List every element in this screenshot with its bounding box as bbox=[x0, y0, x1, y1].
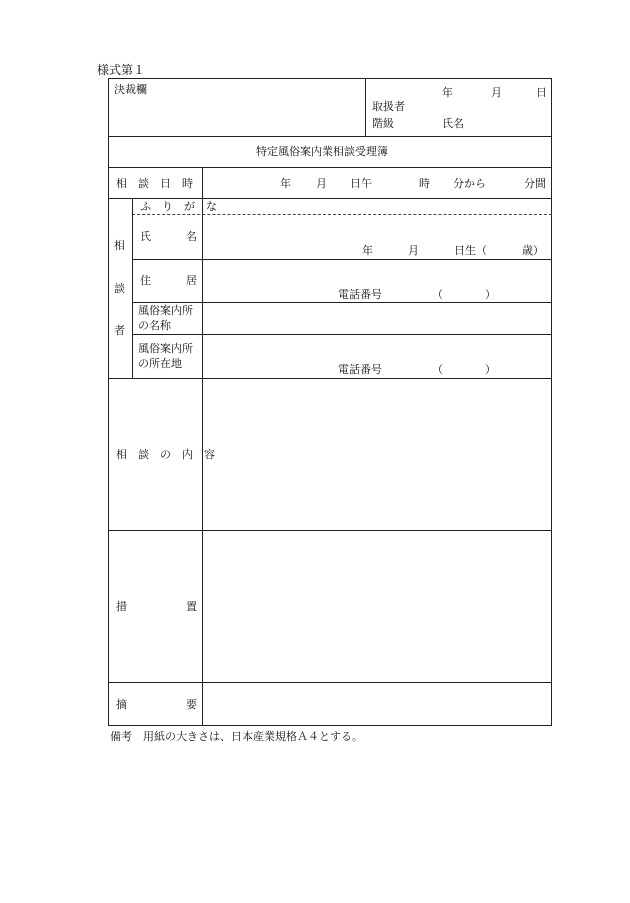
line-address-bottom bbox=[132, 302, 552, 303]
form-table bbox=[108, 78, 552, 726]
approval-label: 決裁欄 bbox=[114, 83, 147, 96]
consultant-label-1: 相 bbox=[114, 239, 125, 252]
line-approval-divider bbox=[365, 78, 366, 136]
date-month: 月 bbox=[316, 177, 327, 190]
date-year: 年 bbox=[280, 177, 291, 190]
line-consultant-column bbox=[132, 198, 133, 378]
line-title-bottom bbox=[108, 167, 552, 168]
rank-label: 階級 bbox=[372, 117, 394, 130]
date-hour: 時 bbox=[419, 177, 430, 190]
age: 歳） bbox=[522, 244, 544, 257]
line-approval-bottom bbox=[108, 136, 552, 137]
phone-paren-open: （ bbox=[432, 288, 443, 301]
phone-label: 電話番号 bbox=[338, 288, 382, 301]
birth-month: 月 bbox=[408, 244, 419, 257]
date-duration: 分間 bbox=[524, 177, 546, 190]
line-office-name-bottom bbox=[132, 334, 552, 335]
name-label-1: 氏 bbox=[140, 230, 151, 243]
office-phone-paren-close: ） bbox=[485, 363, 496, 376]
office-name-label-2: の名称 bbox=[138, 319, 171, 332]
date-from: 分から bbox=[453, 177, 486, 190]
birth-year: 年 bbox=[362, 244, 373, 257]
consult-date-label: 相 談 日 時 bbox=[116, 177, 193, 190]
handler-label: 取扱者 bbox=[372, 100, 405, 113]
summary-label-2: 要 bbox=[186, 698, 197, 711]
office-location-label-1: 風俗案内所 bbox=[138, 342, 193, 355]
line-furigana-bottom bbox=[132, 214, 552, 215]
line-name-bottom bbox=[132, 259, 552, 260]
name-label: 氏名 bbox=[442, 117, 464, 130]
date-day-am: 日午 bbox=[350, 177, 372, 190]
name-label-2: 名 bbox=[186, 230, 197, 243]
content-label: 相 談 の 内 容 bbox=[116, 448, 215, 461]
approval-year: 年 bbox=[442, 86, 453, 99]
furigana-label: ふ り が な bbox=[140, 200, 217, 213]
approval-month: 月 bbox=[491, 86, 502, 99]
line-date-bottom bbox=[108, 198, 552, 199]
consultant-label-3: 者 bbox=[114, 324, 125, 337]
line-consultant-bottom bbox=[108, 378, 552, 379]
office-phone-paren-open: （ bbox=[432, 363, 443, 376]
birth-day: 日生（ bbox=[454, 244, 487, 257]
line-content-bottom bbox=[108, 530, 552, 531]
line-label-column bbox=[202, 167, 203, 726]
phone-paren-close: ） bbox=[485, 288, 496, 301]
form-title: 特定風俗案内業相談受理簿 bbox=[256, 145, 388, 158]
summary-label-1: 摘 bbox=[116, 698, 127, 711]
line-measures-bottom bbox=[108, 682, 552, 683]
note: 備考 用紙の大きさは、日本産業規格Ａ４とする。 bbox=[110, 730, 363, 743]
office-phone-label: 電話番号 bbox=[338, 363, 382, 376]
form-number: 様式第１ bbox=[97, 63, 146, 77]
measures-label-2: 置 bbox=[186, 600, 197, 613]
approval-day: 日 bbox=[536, 86, 547, 99]
office-location-label-2: の所在地 bbox=[138, 357, 182, 370]
address-label-2: 居 bbox=[186, 274, 197, 287]
consultant-label-2: 談 bbox=[114, 282, 125, 295]
office-name-label-1: 風俗案内所 bbox=[138, 304, 193, 317]
measures-label-1: 措 bbox=[116, 600, 127, 613]
address-label-1: 住 bbox=[140, 274, 151, 287]
